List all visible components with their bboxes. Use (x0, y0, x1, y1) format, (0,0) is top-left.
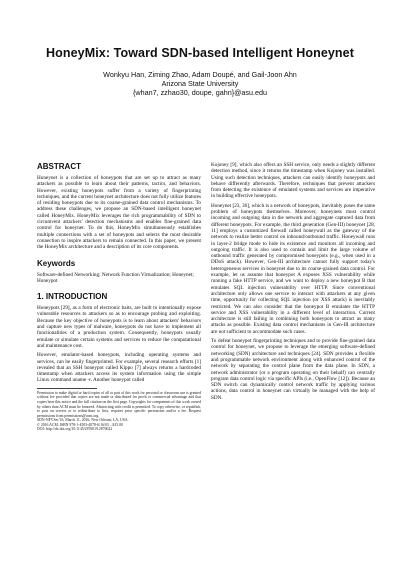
affiliation: Arizona State University (161, 79, 239, 88)
keywords-heading: Keywords (37, 258, 76, 268)
right-paragraph-1: Kojoney [9], which also offers an SSH service, only needs a slightly different detection method, since it returns the timestamp when Kojoney was installed. Using such detection techniques, attackers can easily identify honeypots and behave differently afterwards. Therefore, techniques that prevent attackers from detecting the existence of emulated systems and services are imperative in building effective honeypots. (211, 162, 375, 200)
left-column (37, 162, 201, 432)
right-paragraph-2: Honeynet [23, 36], which is a network of honeypots, inevitably poses the same problem of honeypots themselves. Moreover, honeynets must control incoming and outgoing data in the network and aggregate captured data from different honeypots. For example, the third generation (Gen-III) honeynet [28, 11] employs a customized firewall called honeywall as the gateway of the network to realize better control on inbound/outbound traffic. Honeywall runs in layer-2 bridge mode to hide its existence and monitors all incoming and outgoing traffic. It is also used to contain and limit the large volume of outbound traffic generated by compromised honeypots (e.g., when used in a DDoS attack). However, Gen-III architecture cannot fully support today's heterogeneous services in honeynet due to its coarse-grained data control. For example, let us assume that honeypot A exposes XSS vulnerability while running a fake HTTP service, and we want to deploy a new honeypot B that emulates SQL injection vulnerability over HTTP. Since conventional architecture only allows one service to interact with attackers at any given time, opportunity for collecting SQL injection (or XSS attack) is inevitably restricted. We can also consider that the honeypot B emulates the HTTP service and XSS vulnerability in a different level of interaction. Current architecture is still failing in combining both honeypots to attract as many attacks as possible. Existing data control mechanisms in Gen-III architecture are not sufficient to accommodate such cases. (211, 202, 375, 335)
abstract-heading: ABSTRACT (37, 162, 81, 171)
right-paragraph-3: To defeat honeypot fingerprinting techniques and to provide fine-grained data control for honeynet, we propose to leverage the emerging software-defined networking (SDN) architecture and techniques [24]. SDN provides a flexible and programmable network environment along with enhanced control of the network by separating the control plane from the data plane. In SDN, a network administrator (or a program operating on their behalf) can centrally program data control logic via specific APIs (i.e., OpenFlow [12]). Because an SDN switch can dynamically control network traffic by applying various actions, data control in honeynet can virtually be managed with the help of SDN. (211, 338, 375, 401)
intro-heading: 1. INTRODUCTION (37, 292, 108, 302)
intro-paragraph-1: Honeypots [29], as a form of electronic baits, are built to intentionally expose vulnerable resources to attackers so as to encourage probing and exploiting. Because the key objective of honeypots is to learn about attackers' behaviors and capture new types of malware, honeypots do not have to implement all functionalities of a production system. Consequently, honeypots usually emulate or simulate certain systems and services to reduce the computational and maintenance cost. (37, 305, 201, 349)
venue-line: SDN-NFVSec'16, March 11, 2016, New Orleans, LA, USA. (37, 418, 129, 423)
copyright-line: © 2016 ACM. ISBN 978-1-4503-4078-6/16/03 ...$15.00 (37, 422, 123, 427)
footnote-divider (37, 388, 97, 389)
author-block (0, 70, 400, 97)
doi-line: DOI: http://dx.doi.org/10.1145/2876019.2876022 (37, 427, 113, 432)
permission-footnote: Permission to make digital or hard copies of all or part of this work for personal or classroom use is granted without fee provided that copies are not made or distributed for profit or commercial advantage and that copies bear this notice and the full citation on the first page. Copyrights for components of this work owned by others than ACM must be honored. Abstracting with credit is permitted. To copy otherwise, or republish, to post on servers or to redistribute to lists, requires prior specific permission and/or a fee. Request permissions from permissions@acm.org. (37, 390, 201, 418)
abstract-text: Honeynet is a collection of honeypots that are set up to attract as many attackers as possible to learn about their patterns, tactics, and behaviors. However, existing honeypots suffer from a variety of fingerprinting techniques, and the current honeynet architecture does not fully utilize features of residing honeypots due to its coarse-grained data control mechanisms. To address these challenges, we propose an SDN-based intelligent honeynet called HoneyMix. HoneyMix leverages the rich programmability of SDN to circumvent attackers' detection mechanisms and enables fine-grained data control for honeynet. To do this, HoneyMix simultaneously establishes multiple connections with a set of honeypots and selects the most desirable connection to inspire attackers to remain connected. In this paper, we present the HoneyMix architecture and a description of its core components. (37, 175, 201, 251)
author-names: Wonkyu Han, Ziming Zhao, Adam Doupé, and Gail-Joon Ahn (103, 70, 297, 79)
author-emails: {whan7, zzhao30, doupe, gahn}@asu.edu (133, 88, 267, 97)
intro-paragraph-2: However, emulator-based honeypots, including operating systems and services, can be easily fingerprinted. For example, several research efforts [1] revealed that an SSH honeypot called Kippo [7] always returns a hardcoded timestamp when attackers access its system information using the simple Linux command uname -r. Another honeypot called (37, 352, 201, 384)
paper-title: HoneyMix: Toward SDN-based Intelligent Honeynet (46, 46, 354, 60)
keywords-text: Software-defined Networking; Network Function Virtualization; Honeynet; Honeypot (37, 271, 194, 284)
right-column (211, 162, 375, 404)
